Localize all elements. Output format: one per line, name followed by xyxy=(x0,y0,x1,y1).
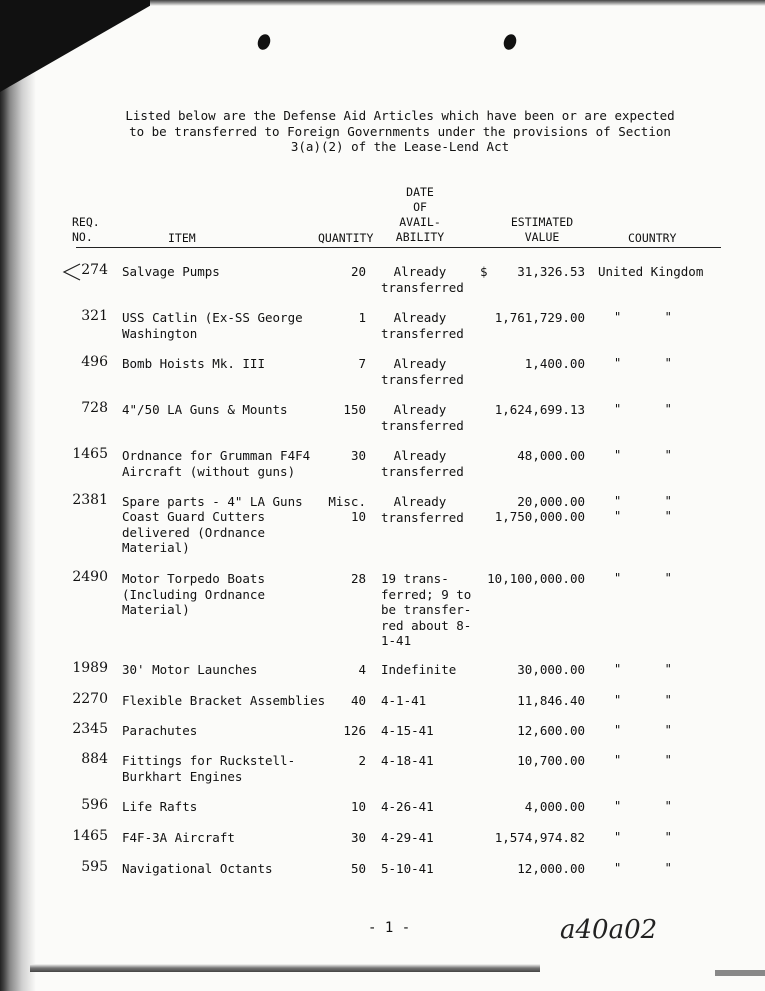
availability: Already transferred xyxy=(381,356,464,387)
req-number: 728 xyxy=(81,400,108,416)
item-name: Salvage Pumps xyxy=(122,264,220,279)
country-ditto: " " xyxy=(614,693,672,707)
country-ditto: " " xyxy=(614,310,672,324)
item-name: 4"/50 LA Guns & Mounts xyxy=(122,402,288,417)
header-date-of-availability: DATE OF AVAIL- ABILITY xyxy=(395,185,445,244)
item-name: Flexible Bracket Assemblies xyxy=(122,693,326,708)
item-name-secondary: Coast Guard Cutters delivered (Ordnance Material) xyxy=(122,509,265,555)
scan-bottom-edge xyxy=(30,964,540,972)
estimated-value: 10,100,000.00 xyxy=(487,571,585,586)
country-ditto: " " xyxy=(614,753,672,767)
estimated-value: 1,761,729.00 xyxy=(494,310,585,325)
quantity: 2 xyxy=(358,753,366,768)
quantity: 40 xyxy=(350,693,366,708)
item-name: Navigational Octants xyxy=(122,861,273,876)
quantity-secondary: 10 xyxy=(350,509,366,524)
country-ditto: " " xyxy=(614,571,672,585)
availability: 4-26-41 xyxy=(381,799,434,814)
availability: 4-29-41 xyxy=(381,830,434,845)
quantity: 20 xyxy=(350,264,366,279)
item-name: Spare parts - 4" LA Guns xyxy=(122,494,303,509)
availability: Already transferred xyxy=(381,310,464,341)
estimated-value: 4,000.00 xyxy=(524,799,585,814)
availability: Already transferred xyxy=(381,448,464,479)
handwritten-code: a40a02 xyxy=(560,915,658,945)
estimated-value: 1,400.00 xyxy=(524,356,585,371)
intro-line-1: Listed below are the Defense Aid Articles which have been or are expected xyxy=(125,108,675,123)
quantity: 30 xyxy=(350,448,366,463)
req-number: 1465 xyxy=(72,446,108,462)
header-req-no: REQ. NO. xyxy=(72,215,100,244)
req-number: 2270 xyxy=(72,691,108,707)
estimated-value-secondary: 1,750,000.00 xyxy=(494,509,585,524)
scan-left-edge xyxy=(0,0,36,991)
header-rule xyxy=(76,247,721,248)
punch-hole-left xyxy=(256,32,273,51)
estimated-value: 1,574,974.82 xyxy=(494,830,585,845)
country-ditto: " " xyxy=(614,662,672,676)
country-ditto: " " xyxy=(614,723,672,737)
scan-top-edge xyxy=(150,0,765,6)
req-number: 1989 xyxy=(72,660,108,676)
item-name: Bomb Hoists Mk. III xyxy=(122,356,265,371)
item-name: Life Rafts xyxy=(122,799,198,814)
req-number: 274 xyxy=(81,262,108,278)
estimated-value: 1,624,699.13 xyxy=(494,402,585,417)
req-number: 1465 xyxy=(72,828,108,844)
dollar-sign: $ xyxy=(480,264,488,279)
quantity: 50 xyxy=(350,861,366,876)
estimated-value: 48,000.00 xyxy=(517,448,585,463)
intro-line-3: 3(a)(2) of the Lease-Lend Act xyxy=(290,139,510,154)
header-estimated-value: ESTIMATED VALUE xyxy=(510,215,574,244)
req-number: 496 xyxy=(81,354,108,370)
item-name: Parachutes xyxy=(122,723,198,738)
item-name: 30' Motor Launches xyxy=(122,662,258,677)
estimated-value: 12,000.00 xyxy=(517,861,585,876)
estimated-value: 12,600.00 xyxy=(517,723,585,738)
punch-hole-right xyxy=(502,32,519,51)
quantity: 150 xyxy=(343,402,366,417)
country: United Kingdom xyxy=(598,264,704,279)
availability: 4-15-41 xyxy=(381,723,434,738)
header-country: COUNTRY xyxy=(628,231,677,245)
quantity: 126 xyxy=(343,723,366,738)
quantity: 10 xyxy=(350,799,366,814)
item-name: Motor Torpedo Boats (Including Ordnance Material) xyxy=(122,571,265,617)
estimated-value: 11,846.40 xyxy=(517,693,585,708)
req-number: 884 xyxy=(81,751,108,767)
country-ditto-secondary: " " xyxy=(614,509,672,523)
quantity: 28 xyxy=(350,571,366,586)
estimated-value: 20,000.00 xyxy=(517,494,585,509)
item-name: Ordnance for Grumman F4F4 Aircraft (without guns) xyxy=(122,448,311,479)
req-number: 2490 xyxy=(72,569,108,585)
availability: Indefinite xyxy=(381,662,457,677)
quantity: 7 xyxy=(358,356,366,371)
page-number: - 1 - xyxy=(368,920,411,936)
req-number: 2345 xyxy=(72,721,108,737)
quantity: Misc. xyxy=(328,494,366,509)
scan-folded-corner xyxy=(0,0,160,92)
quantity: 1 xyxy=(358,310,366,325)
req-number: 2381 xyxy=(72,492,108,508)
availability: 19 trans-ferred; 9 to be transfer-red about 8-1-41 xyxy=(381,571,472,648)
availability: 5-10-41 xyxy=(381,861,434,876)
estimated-value: 31,326.53 xyxy=(517,264,585,279)
intro-line-2: to be transferred to Foreign Governments under the provisions of Section xyxy=(129,123,671,139)
country-ditto: " " xyxy=(614,356,672,370)
header-item: ITEM xyxy=(168,231,196,245)
scan-bottom-right-edge xyxy=(715,970,765,976)
quantity: 30 xyxy=(350,830,366,845)
header-quantity: QUANTITY xyxy=(318,231,374,245)
item-name: USS Catlin (Ex-SS George Washington xyxy=(122,310,303,341)
item-name: F4F-3A Aircraft xyxy=(122,830,235,845)
availability: Already transferred xyxy=(381,494,464,525)
intro-paragraph xyxy=(100,108,700,155)
country-ditto: " " xyxy=(614,861,672,875)
req-number: 321 xyxy=(81,308,108,324)
country-ditto: " " xyxy=(614,402,672,416)
estimated-value: 10,700.00 xyxy=(517,753,585,768)
country-ditto: " " xyxy=(614,448,672,462)
country-ditto: " " xyxy=(614,799,672,813)
country-ditto: " " xyxy=(614,830,672,844)
availability: Already transferred xyxy=(381,402,464,433)
item-name: Fittings for Ruckstell-Burkhart Engines xyxy=(122,753,296,784)
availability: 4-18-41 xyxy=(381,753,434,768)
country-ditto: " " xyxy=(614,494,672,508)
availability: 4-1-41 xyxy=(381,693,427,708)
req-number: 595 xyxy=(81,859,108,875)
estimated-value: 30,000.00 xyxy=(517,662,585,677)
req-number: 596 xyxy=(81,797,108,813)
availability: Already transferred xyxy=(381,264,464,295)
quantity: 4 xyxy=(358,662,366,677)
